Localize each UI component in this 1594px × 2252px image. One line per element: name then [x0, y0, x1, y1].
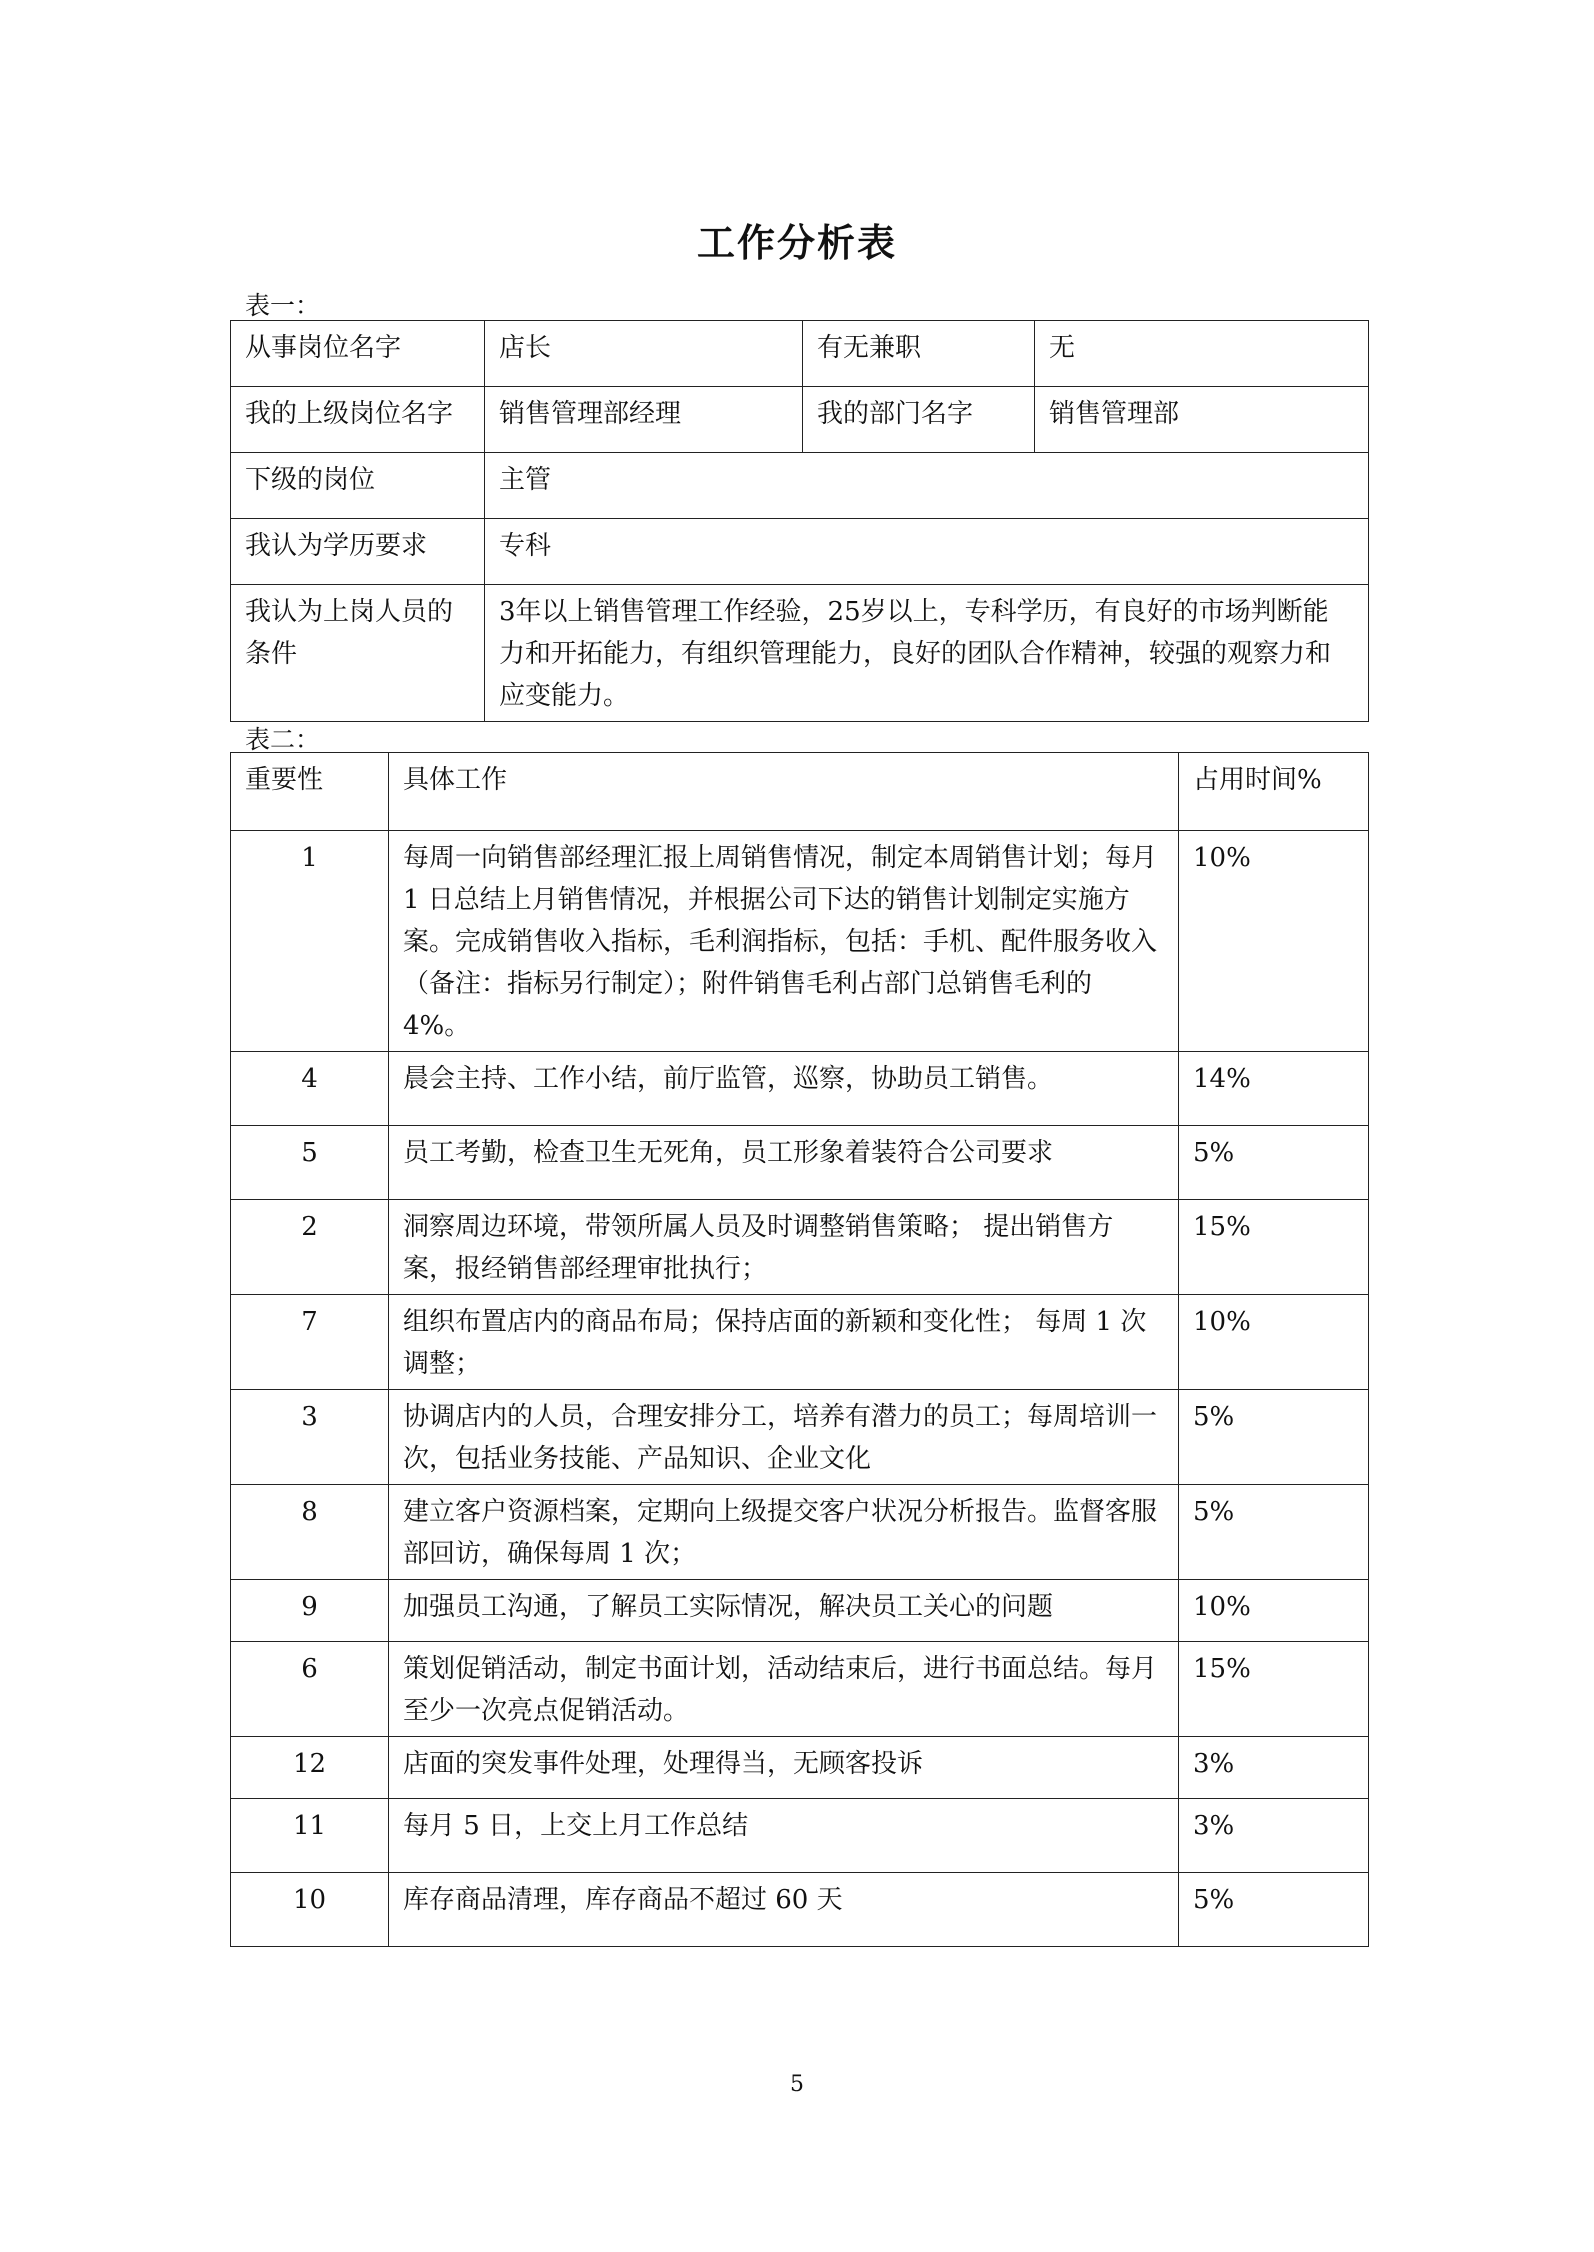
importance-cell: 5 — [231, 1126, 389, 1200]
table-row — [231, 1485, 1369, 1580]
importance-cell: 10 — [231, 1873, 389, 1947]
conditions-label: 我认为上岗人员的条件 — [231, 585, 485, 722]
table-row — [231, 1873, 1369, 1947]
importance-cell: 2 — [231, 1200, 389, 1295]
importance-cell: 9 — [231, 1580, 389, 1642]
time-cell: 3% — [1179, 1799, 1369, 1873]
table-row — [231, 1580, 1369, 1642]
education-value: 专科 — [485, 519, 1369, 585]
position-name-label: 从事岗位名字 — [231, 321, 485, 387]
time-cell: 10% — [1179, 1295, 1369, 1390]
table-row — [231, 1052, 1369, 1126]
task-cell: 晨会主持、工作小结，前厅监管，巡察，协助员工销售。 — [389, 1052, 1179, 1126]
superior-label: 我的上级岗位名字 — [231, 387, 485, 453]
table-row — [231, 387, 1369, 453]
subordinate-label: 下级的岗位 — [231, 453, 485, 519]
task-cell: 协调店内的人员，合理安排分工，培养有潜力的员工；每周培训一次，包括业务技能、产品知识、企业文化 — [389, 1390, 1179, 1485]
department-value: 销售管理部 — [1035, 387, 1369, 453]
part-time-value: 无 — [1035, 321, 1369, 387]
subordinate-value: 主管 — [485, 453, 1369, 519]
importance-cell: 11 — [231, 1799, 389, 1873]
time-cell: 10% — [1179, 831, 1369, 1052]
table-row — [231, 1642, 1369, 1737]
time-cell: 3% — [1179, 1737, 1369, 1799]
time-cell: 5% — [1179, 1126, 1369, 1200]
time-cell: 15% — [1179, 1642, 1369, 1737]
task-cell: 建立客户资源档案，定期向上级提交客户状况分析报告。监督客服部回访，确保每周 1 次； — [389, 1485, 1179, 1580]
table-row — [231, 1295, 1369, 1390]
importance-cell: 1 — [231, 831, 389, 1052]
time-cell: 10% — [1179, 1580, 1369, 1642]
header-importance: 重要性 — [231, 753, 389, 831]
table-row — [231, 453, 1369, 519]
conditions-value: 3年以上销售管理工作经验，25岁以上，专科学历，有良好的市场判断能力和开拓能力，有组织管理能力，良好的团队合作精神，较强的观察力和应变能力。 — [485, 585, 1369, 722]
time-cell: 5% — [1179, 1390, 1369, 1485]
task-cell: 策划促销活动，制定书面计划，活动结束后，进行书面总结。每月至少一次亮点促销活动。 — [389, 1642, 1179, 1737]
task-cell: 洞察周边环境，带领所属人员及时调整销售策略； 提出销售方案，报经销售部经理审批执行； — [389, 1200, 1179, 1295]
header-task: 具体工作 — [389, 753, 1179, 831]
table-row — [231, 321, 1369, 387]
table-header-row — [231, 753, 1369, 831]
table-row — [231, 1126, 1369, 1200]
part-time-label: 有无兼职 — [803, 321, 1035, 387]
superior-value: 销售管理部经理 — [485, 387, 803, 453]
task-cell: 员工考勤，检查卫生无死角，员工形象着装符合公司要求 — [389, 1126, 1179, 1200]
task-cell: 库存商品清理，库存商品不超过 60 天 — [389, 1873, 1179, 1947]
job-tasks-table — [230, 752, 1369, 1947]
table1-label: 表一： — [245, 291, 321, 320]
time-cell: 5% — [1179, 1485, 1369, 1580]
table-row — [231, 1200, 1369, 1295]
importance-cell: 3 — [231, 1390, 389, 1485]
table-row — [231, 519, 1369, 585]
table-row — [231, 831, 1369, 1052]
page-title: 工作分析表 — [696, 221, 897, 265]
table-row — [231, 1390, 1369, 1485]
position-name-value: 店长 — [485, 321, 803, 387]
header-time: 占用时间% — [1179, 753, 1369, 831]
importance-cell: 7 — [231, 1295, 389, 1390]
time-cell: 15% — [1179, 1200, 1369, 1295]
table-row — [231, 1799, 1369, 1873]
importance-cell: 4 — [231, 1052, 389, 1126]
importance-cell: 12 — [231, 1737, 389, 1799]
table-row — [231, 585, 1369, 722]
task-cell: 每周一向销售部经理汇报上周销售情况，制定本周销售计划；每月 1 日总结上月销售情况，并根据公司下达的销售计划制定实施方案。完成销售收入指标，毛利润指标，包括：手机、配件服务收入（备注：指标另行制定）；附件销售毛利占部门总销售毛利的 4%。 — [389, 831, 1179, 1052]
time-cell: 14% — [1179, 1052, 1369, 1126]
department-label: 我的部门名字 — [803, 387, 1035, 453]
job-info-table — [230, 320, 1369, 722]
page-number: 5 — [790, 2072, 804, 2097]
education-label: 我认为学历要求 — [231, 519, 485, 585]
table-row — [231, 1737, 1369, 1799]
task-cell: 组织布置店内的商品布局；保持店面的新颖和变化性； 每周 1 次调整； — [389, 1295, 1179, 1390]
table2-label: 表二： — [245, 725, 321, 754]
task-cell: 每月 5 日，上交上月工作总结 — [389, 1799, 1179, 1873]
importance-cell: 6 — [231, 1642, 389, 1737]
time-cell: 5% — [1179, 1873, 1369, 1947]
task-cell: 加强员工沟通，了解员工实际情况，解决员工关心的问题 — [389, 1580, 1179, 1642]
importance-cell: 8 — [231, 1485, 389, 1580]
task-cell: 店面的突发事件处理，处理得当，无顾客投诉 — [389, 1737, 1179, 1799]
